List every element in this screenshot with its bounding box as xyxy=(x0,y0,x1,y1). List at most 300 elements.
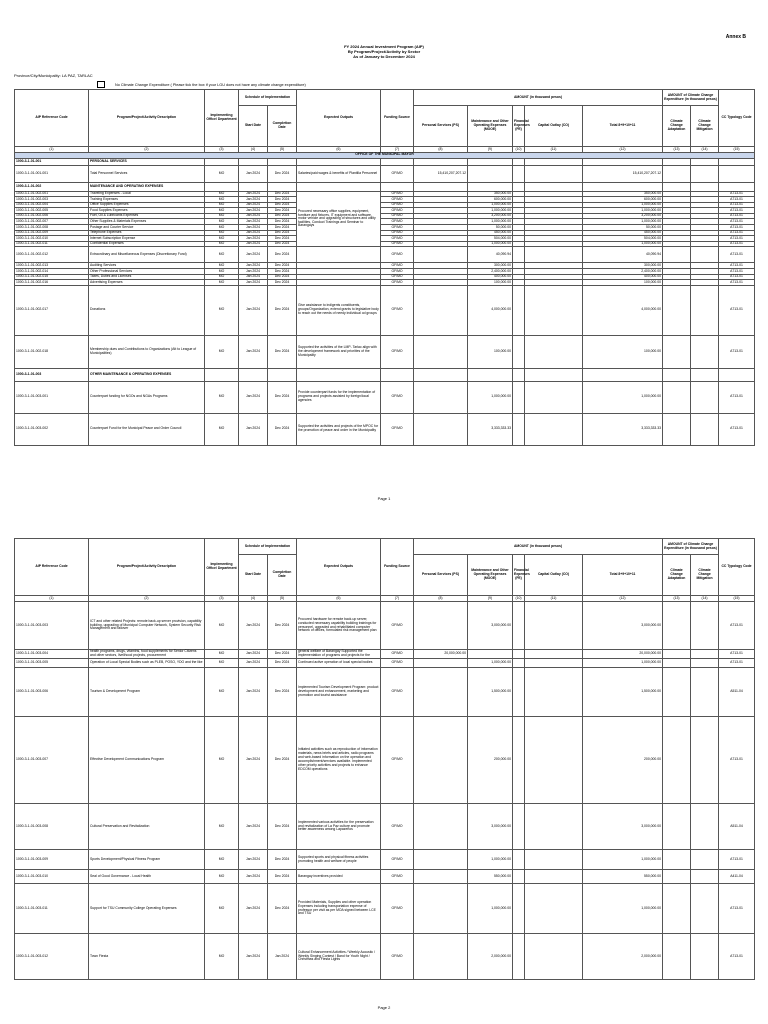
table-cell: MO xyxy=(205,197,239,203)
table-cell: GF/MO xyxy=(381,884,414,934)
table-cell: GF/MO xyxy=(381,650,414,659)
table-cell: Jan 2024 xyxy=(239,247,268,263)
table-cell: A713-01 xyxy=(719,335,755,368)
table-cell: (3) xyxy=(205,147,239,153)
table-cell: A713-01 xyxy=(719,659,755,668)
table-cell xyxy=(513,368,525,381)
table-cell: MO xyxy=(205,263,239,269)
table-cell: Extraordinary and Miscellaneous Expenses (Discretionary Fund) xyxy=(89,247,205,263)
table-cell: MO xyxy=(205,884,239,934)
table-cell: Jan 2024 xyxy=(268,934,297,980)
page-number-1: Page 1 xyxy=(377,496,391,501)
table-cell: Jan 2024 xyxy=(239,413,268,445)
table-cell: GF/MO xyxy=(381,236,414,242)
table-cell: 1,000,000.00 xyxy=(583,202,663,208)
table-cell xyxy=(719,158,755,165)
table-cell: Jan 2024 xyxy=(239,165,268,182)
table-cell: 20,000,000.00 xyxy=(583,650,663,659)
table-cell: MO xyxy=(205,165,239,182)
table-cell: Jan 2024 xyxy=(239,602,268,650)
table-cell xyxy=(525,884,583,934)
table-cell: GF/MO xyxy=(381,870,414,884)
table-cell: (2) xyxy=(89,596,205,602)
table-cell: A713-01 xyxy=(719,197,755,203)
table-cell xyxy=(297,158,381,165)
table-row xyxy=(15,659,755,668)
table-cell: (8) xyxy=(414,147,468,153)
annex-label: Annex B xyxy=(725,34,746,40)
table-cell: 1000-3-1-01-002-012 xyxy=(15,247,89,263)
col-outputs: Expected Outputs xyxy=(297,90,381,147)
climate-checkbox[interactable] xyxy=(97,81,105,88)
table-cell xyxy=(525,381,583,413)
table-cell: 1,000,000.00 xyxy=(583,208,663,214)
table-cell xyxy=(525,182,583,191)
table-cell: 1,000,000.00 xyxy=(468,884,513,934)
table-cell: (14) xyxy=(691,147,719,153)
table-cell: Jan 2024 xyxy=(239,191,268,197)
table-cell: GF/MO xyxy=(381,335,414,368)
table-cell: 3,000,000.00 xyxy=(583,804,663,850)
table-cell: health programs, drugs, vitamins, food supplements for Senior Citizens and other sectors, livelihood projects, procurement xyxy=(89,650,205,659)
col-total: Total 8+9+10+11 xyxy=(583,555,663,596)
table-cell: 1000-3-1-01-002-011 xyxy=(15,241,89,247)
table-cell: Dec 2024 xyxy=(268,280,297,286)
table-cell xyxy=(663,165,691,182)
table-cell: (11) xyxy=(525,596,583,602)
table-cell: 1000-3-1-01-003 xyxy=(15,368,89,381)
table-cell: Dec 2024 xyxy=(268,884,297,934)
table-cell xyxy=(205,158,239,165)
table-cell: 1,000,000.00 xyxy=(468,208,513,214)
table-cell: Membership dues and Contributions to Organizations (Att to League of Municipalities) xyxy=(89,335,205,368)
table-cell: MO xyxy=(205,241,239,247)
table-cell: 15,410,207,207.12 xyxy=(414,165,468,182)
table-cell: Dec 2024 xyxy=(268,247,297,263)
table-cell: GF/MO xyxy=(381,381,414,413)
table-cell: Dec 2024 xyxy=(268,659,297,668)
table-cell xyxy=(525,413,583,445)
table-cell: 50,000.00 xyxy=(468,225,513,231)
table-cell xyxy=(468,182,513,191)
table-cell xyxy=(381,182,414,191)
expected-outputs: Procured necessary office supplies, equipment, furniture and fixtures, IT equipment and software, motor vehicle and upgrading of structures and utility facilities, Conduct Trainings and Seminar to Barangays xyxy=(297,191,381,247)
table-cell: 2,400,000.00 xyxy=(468,269,513,275)
table-cell: Dec 2024 xyxy=(268,650,297,659)
table-cell: GF/MO xyxy=(381,668,414,717)
table-cell: 400,000.00 xyxy=(583,274,663,280)
table-cell xyxy=(468,650,513,659)
col-amount: AMOUNT (in thousand pesos) xyxy=(414,539,663,555)
table-cell: Counterpart Fund for the Municipal Peace and Order Council xyxy=(89,413,205,445)
table-cell: GF/MO xyxy=(381,269,414,275)
table-cell xyxy=(525,870,583,884)
table-cell xyxy=(525,247,583,263)
table-cell: Jan 2024 xyxy=(239,850,268,870)
table-cell xyxy=(663,335,691,368)
table-cell xyxy=(691,659,719,668)
table-cell: Give assistance to indigents constituents, groups/Organization, extend grants to legislative body to reach out the needs of needy individual od groups xyxy=(297,285,381,335)
table-cell: (14) xyxy=(691,596,719,602)
table-cell xyxy=(513,659,525,668)
table-cell: 40,090.94 xyxy=(583,247,663,263)
table-cell: Supported the activities of the LMP- Tarlac align with the development framework and priorities of the Municipality xyxy=(297,335,381,368)
table-cell: 450,000.00 xyxy=(583,230,663,236)
table-cell: Traveling Expenses - Local xyxy=(89,191,205,197)
table-cell xyxy=(297,368,381,381)
table-cell: Support for TSU Community College Operating Expenses xyxy=(89,884,205,934)
table-row xyxy=(15,413,755,445)
col-co: Capital Outlay (CO) xyxy=(525,555,583,596)
table-cell xyxy=(239,158,268,165)
table-cell: A713-01 xyxy=(719,884,755,934)
col-schedule: Schedule of Implementation xyxy=(239,90,297,106)
table-cell: GF/MO xyxy=(381,230,414,236)
table-cell: 3,200,000.00 xyxy=(468,213,513,219)
table-cell: Jan 2024 xyxy=(239,285,268,335)
table-cell: MO xyxy=(205,870,239,884)
table-cell xyxy=(691,850,719,870)
table-cell: Jan 2024 xyxy=(239,236,268,242)
table-cell xyxy=(583,158,663,165)
table-cell: Salaries/paid wages & benefits of Plantilla Personnel xyxy=(297,165,381,182)
table-cell: GF/MO xyxy=(381,263,414,269)
table-cell xyxy=(414,850,468,870)
table-cell: ICT and other related Projects: remote back-up server provision, capability building, upgrading of Municipal Computer Network, System Security Risk Management and failover xyxy=(89,602,205,650)
table-cell xyxy=(663,182,691,191)
table-cell: 1000-3-1-01-002-005 xyxy=(15,208,89,214)
table-cell: 1000-3-1-01-002-004 xyxy=(15,202,89,208)
table-cell: Dec 2024 xyxy=(268,285,297,335)
table-cell xyxy=(691,413,719,445)
table-cell xyxy=(525,804,583,850)
table-cell: GF/MO xyxy=(381,850,414,870)
group-row-other-mooe xyxy=(15,368,755,381)
table-cell: Telephone Expenses xyxy=(89,230,205,236)
table-cell: Dec 2024 xyxy=(268,219,297,225)
table-cell: Dec 2024 xyxy=(268,230,297,236)
table-cell: A713-01 xyxy=(719,269,755,275)
table-cell: Jan 2024 xyxy=(239,263,268,269)
table-cell: Jan 2024 xyxy=(239,225,268,231)
table-cell xyxy=(525,285,583,335)
table-cell: MO xyxy=(205,219,239,225)
table-cell: 1000-3-1-01-001 xyxy=(15,158,89,165)
table-cell xyxy=(414,413,468,445)
table-cell xyxy=(663,870,691,884)
table-cell: (4) xyxy=(239,147,268,153)
table-cell: 3,333,333.33 xyxy=(468,413,513,445)
table-cell: Other Professional Services xyxy=(89,269,205,275)
table-cell xyxy=(513,650,525,659)
table-cell xyxy=(239,182,268,191)
table-cell xyxy=(513,182,525,191)
table-cell: GF/MO xyxy=(381,241,414,247)
table-cell: Supported the activities and projects of the MPOC for the promotion of peace and order in the Municipality xyxy=(297,413,381,445)
table-cell xyxy=(513,413,525,445)
col-mitig: Climate Change Mitigation xyxy=(691,106,719,147)
col-start: Start Date xyxy=(239,555,268,596)
table-cell: MO xyxy=(205,274,239,280)
table-cell: GF/MO xyxy=(381,285,414,335)
table-cell: Training Expenses xyxy=(89,197,205,203)
table-cell: (5) xyxy=(268,147,297,153)
col-fe: Financial Expenses (FE) xyxy=(513,555,525,596)
table-cell xyxy=(297,182,381,191)
col-outputs: Expected Outputs xyxy=(297,539,381,596)
table-row xyxy=(15,335,755,368)
table-row xyxy=(15,381,755,413)
table-cell: Dec 2024 xyxy=(268,717,297,804)
table-cell xyxy=(513,165,525,182)
table-cell: GF/MO xyxy=(381,165,414,182)
table-cell xyxy=(414,659,468,668)
table-cell xyxy=(414,381,468,413)
table-cell: Supported sports and physical fitness activities promoting health and welfare of people xyxy=(297,850,381,870)
table-cell: 100,000.00 xyxy=(468,335,513,368)
climate-checkbox-row xyxy=(97,81,306,88)
col-typology: CC Typology Code xyxy=(719,539,755,596)
table-cell: Jan 2024 xyxy=(239,274,268,280)
table-cell: 600,000.00 xyxy=(583,197,663,203)
table-cell: OFFICE OF THE MUNICIPAL MAYOR xyxy=(15,153,755,159)
table-cell xyxy=(525,165,583,182)
table-cell xyxy=(513,335,525,368)
table-cell: 3,000,000.00 xyxy=(468,804,513,850)
table-cell xyxy=(663,659,691,668)
table-cell xyxy=(663,158,691,165)
table-cell: GF/MO xyxy=(381,197,414,203)
table-cell: MO xyxy=(205,659,239,668)
table-cell: 40,090.94 xyxy=(468,247,513,263)
table-cell xyxy=(663,668,691,717)
table-cell xyxy=(414,717,468,804)
table-cell: MO xyxy=(205,230,239,236)
table-cell: A713-01 xyxy=(719,202,755,208)
table-cell xyxy=(663,602,691,650)
table-cell xyxy=(414,158,468,165)
table-cell: (15) xyxy=(719,147,755,153)
table-cell xyxy=(691,158,719,165)
table-cell: Tourism & Development Program xyxy=(89,668,205,717)
table-cell xyxy=(513,668,525,717)
table-cell: A411-04 xyxy=(719,870,755,884)
table-cell: A713-01 xyxy=(719,230,755,236)
table-cell: 1000-3-1-01-002-016 xyxy=(15,280,89,286)
table-cell: 2,000,000.00 xyxy=(583,934,663,980)
table-cell: A713-01 xyxy=(719,219,755,225)
table-cell: Food Supplies Expenses xyxy=(89,208,205,214)
table-cell: Dec 2024 xyxy=(268,850,297,870)
table-cell xyxy=(268,158,297,165)
table-cell: 200,000.00 xyxy=(468,717,513,804)
table-cell: Dec 2024 xyxy=(268,197,297,203)
table-cell: 1000-3-1-01-002-010 xyxy=(15,236,89,242)
table-cell: Dec 2024 xyxy=(268,413,297,445)
table-cell xyxy=(691,368,719,381)
table-cell: 1000-3-1-01-002-017 xyxy=(15,285,89,335)
table-cell: MO xyxy=(205,285,239,335)
table-cell: (8) xyxy=(414,596,468,602)
table-cell: A713-01 xyxy=(719,285,755,335)
table-cell: 3,000,000.00 xyxy=(583,602,663,650)
table-cell: (15) xyxy=(719,596,755,602)
table-cell xyxy=(381,368,414,381)
aip-table-page-2 xyxy=(14,538,755,980)
table-cell xyxy=(414,335,468,368)
col-mooe: Maintenance and Other Operating Expenses (MOOE) xyxy=(468,555,513,596)
table-cell: A713-01 xyxy=(719,650,755,659)
table-cell: GF/MO xyxy=(381,413,414,445)
table-cell: Effective Development Communications Program xyxy=(89,717,205,804)
table-cell: GF/MO xyxy=(381,213,414,219)
table-cell: (13) xyxy=(663,147,691,153)
col-typology: CC Typology Code xyxy=(719,90,755,147)
table-cell xyxy=(525,717,583,804)
col-ps: Personal Services (PS) xyxy=(414,555,468,596)
table-cell: 504,000.00 xyxy=(583,236,663,242)
table-cell: PERSONAL SERVICES xyxy=(89,158,205,165)
table-cell: GF/MO xyxy=(381,208,414,214)
table-cell: Jan 2024 xyxy=(239,934,268,980)
table-cell: 1,000,000.00 xyxy=(583,381,663,413)
table-cell xyxy=(205,182,239,191)
table-cell: MO xyxy=(205,850,239,870)
table-cell: Postage and Courier Service xyxy=(89,225,205,231)
table-cell: 550,000.00 xyxy=(583,870,663,884)
table-cell: MO xyxy=(205,236,239,242)
table-cell: MO xyxy=(205,202,239,208)
table-cell xyxy=(525,158,583,165)
table-cell: Provide counterpart funds for the implementation of programs and projects assisted by foreign/local agencies xyxy=(297,381,381,413)
table-cell: Seal of Good Governance - Local Health xyxy=(89,870,205,884)
table-cell: Dec 2024 xyxy=(268,335,297,368)
table-cell: (12) xyxy=(583,596,663,602)
table-cell xyxy=(513,602,525,650)
table-cell: Jan 2024 xyxy=(239,269,268,275)
table-cell xyxy=(663,850,691,870)
table-cell: Dec 2024 xyxy=(268,208,297,214)
table-cell xyxy=(513,884,525,934)
table-cell: A713-01 xyxy=(719,213,755,219)
table-cell xyxy=(414,368,468,381)
col-climate: AMOUNT of Climate Change Expenditure (in thousand pesos) xyxy=(663,90,719,106)
table-cell xyxy=(663,804,691,850)
col-total: Total 8+9+10+11 xyxy=(583,106,663,147)
table-cell: Taxes, Duties and Licenses xyxy=(89,274,205,280)
table-cell: Jan 2024 xyxy=(239,335,268,368)
table-cell: Jan 2024 xyxy=(239,213,268,219)
table-cell: 1000-3-1-01-002-013 xyxy=(15,263,89,269)
table-cell: A713-01 xyxy=(719,717,755,804)
table-row xyxy=(15,247,755,263)
table-cell xyxy=(239,368,268,381)
table-cell: A713-01 xyxy=(719,236,755,242)
col-funding: Funding Source xyxy=(381,90,414,147)
table-cell: A713-01 xyxy=(719,274,755,280)
col-office: Implementing Office/ Department xyxy=(205,539,239,596)
table-cell: MO xyxy=(205,717,239,804)
table-cell: 300,000.00 xyxy=(583,263,663,269)
col-climate: AMOUNT of Climate Change Expenditure (in thousand pesos) xyxy=(663,539,719,555)
table-cell xyxy=(513,870,525,884)
table-cell: A713-01 xyxy=(719,191,755,197)
table-cell xyxy=(691,884,719,934)
table-cell: Jan 2024 xyxy=(239,717,268,804)
table-cell xyxy=(691,381,719,413)
table-cell: MO xyxy=(205,381,239,413)
table-cell: 1000-3-1-01-003-002 xyxy=(15,413,89,445)
table-cell: 200,000.00 xyxy=(583,717,663,804)
table-cell: (13) xyxy=(663,596,691,602)
table-cell: 100,000.00 xyxy=(583,335,663,368)
table-row xyxy=(15,285,755,335)
table-cell: A511-04 xyxy=(719,804,755,850)
table-cell: GF/MO xyxy=(381,247,414,263)
table-cell: A713-01 xyxy=(719,934,755,980)
table-cell: OTHER MAINTENANCE & OPERATING EXPENSES xyxy=(89,368,205,381)
table-cell xyxy=(513,804,525,850)
col-adapt: Climate Change Adaptation xyxy=(663,106,691,147)
table-cell: 1000-3-1-01-002-014 xyxy=(15,269,89,275)
table-cell xyxy=(663,884,691,934)
col-completion: Completion Date xyxy=(268,106,297,147)
table-cell: (6) xyxy=(297,596,381,602)
table-cell: A713-01 xyxy=(719,602,755,650)
table-cell xyxy=(719,182,755,191)
table-cell: Jan 2024 xyxy=(239,668,268,717)
header-line-3: As of January to December 2024 xyxy=(353,54,415,59)
table-cell xyxy=(513,934,525,980)
group-row-mooe xyxy=(15,182,755,191)
table-cell: 3,200,000.00 xyxy=(583,213,663,219)
table-cell: MO xyxy=(205,650,239,659)
table-cell: 1000-3-1-01-001-001 xyxy=(15,165,89,182)
table-cell: Office Supplies Expenses xyxy=(89,202,205,208)
table-cell: Jan 2024 xyxy=(239,241,268,247)
table-cell: 1000-3-1-01-002-018 xyxy=(15,335,89,368)
table-cell: 300,000.00 xyxy=(468,263,513,269)
table-cell: A713-01 xyxy=(719,280,755,286)
climate-note: No Climate Change Expenditure ( Please tick the box if your LGU does not have any climate change expenditure) xyxy=(115,82,306,87)
table-cell: Cultural Preservation and Revitalization xyxy=(89,804,205,850)
table-cell: 20,000,000.00 xyxy=(414,650,468,659)
table-cell: Dec 2024 xyxy=(268,381,297,413)
table-cell xyxy=(691,804,719,850)
table-cell: Total Personnel Services xyxy=(89,165,205,182)
col-ps: Personal Services (PS) xyxy=(414,106,468,147)
table-cell: 1,000,000.00 xyxy=(468,381,513,413)
table-cell: Dec 2024 xyxy=(268,202,297,208)
col-ppa: Program/Project/Activity Description xyxy=(89,90,205,147)
table-cell xyxy=(525,850,583,870)
table-cell: 1000-3-1-01-003-001 xyxy=(15,381,89,413)
table-cell: 2,400,000.00 xyxy=(583,269,663,275)
table-cell xyxy=(663,717,691,804)
table-cell: Internet Subscription Expense xyxy=(89,236,205,242)
table-cell: 1000-3-1-01-003-006 xyxy=(15,668,89,717)
table-row xyxy=(15,850,755,870)
table-cell: GF/MO xyxy=(381,219,414,225)
table-cell xyxy=(663,381,691,413)
table-cell xyxy=(513,247,525,263)
table-cell: MO xyxy=(205,208,239,214)
table-cell: Confidential Expenses xyxy=(89,241,205,247)
table-cell: (9) xyxy=(468,147,513,153)
table-cell: 100,000.00 xyxy=(468,280,513,286)
table-cell: A713-01 xyxy=(719,241,755,247)
table-cell: 1,000,000.00 xyxy=(468,202,513,208)
